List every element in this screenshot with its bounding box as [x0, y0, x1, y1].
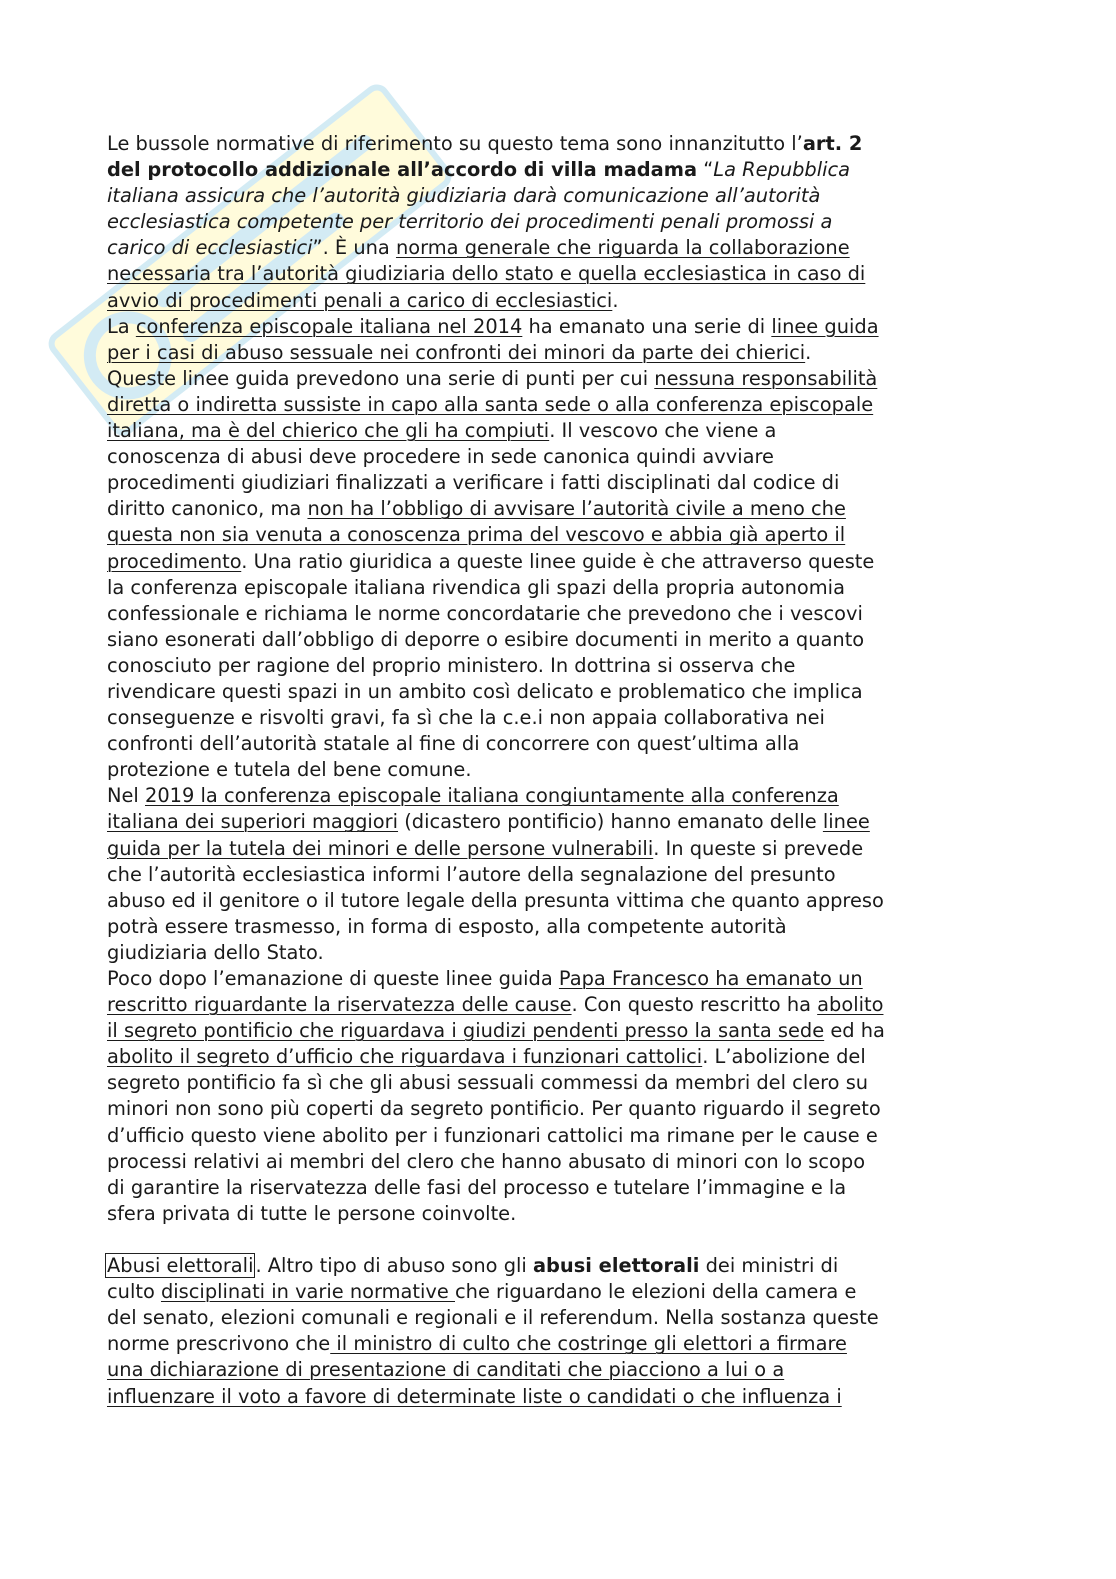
text-run: ed ha: [824, 1019, 885, 1043]
text-line: [107, 1175, 1007, 1201]
text-line: [107, 522, 1007, 548]
text-run: abolito: [817, 993, 884, 1017]
text-run: una dichiarazione di presentazione di canditati che piacciono a lui o a: [107, 1358, 785, 1382]
text-run: linee: [822, 810, 870, 834]
text-line: [107, 783, 1007, 809]
paragraph: [107, 1227, 1007, 1253]
text-line: [107, 209, 1007, 235]
text-run: del senato, elezioni comunali e regionali e il referendum. Nella sostanza queste: [107, 1306, 879, 1330]
text-run: abusi elettorali: [532, 1254, 700, 1278]
text-run: . Una ratio giuridica a queste linee guide è che attraverso queste: [241, 549, 875, 573]
text-run: giudiziaria dello Stato.: [107, 940, 324, 964]
text-run: del protocollo addizionale all’accordo di villa madama: [107, 158, 698, 182]
text-line: [107, 705, 1007, 731]
text-run: italiana, ma è del chierico che gli ha compiuti: [107, 419, 550, 443]
text-run: procedimento: [107, 549, 242, 573]
text-run: linee guida: [771, 314, 879, 338]
paragraph: [107, 966, 1007, 1227]
text-run: avvio di procedimenti penali a carico di ecclesiastici: [107, 288, 613, 312]
text-run: il ministro di culto che costringe gli elettori a firmare: [330, 1332, 847, 1356]
text-run: conoscenza di abusi deve procedere in sede canonica quindi avviare: [107, 445, 774, 469]
text-run: protezione e tutela del bene comune.: [107, 758, 472, 782]
text-line: [107, 549, 1007, 575]
text-run: disciplinati in varie normative: [160, 1280, 455, 1304]
text-run: minori non sono più coperti da segreto pontificio. Per quanto riguardo il segreto: [107, 1097, 881, 1121]
text-run: Queste linee guida prevedono una serie di punti per cui: [107, 366, 655, 390]
text-run: norma generale che riguarda la collaborazione: [395, 236, 850, 260]
text-run: conseguenze e risvolti gravi, fa sì che la c.e.i non appaia collaborativa nei: [107, 706, 825, 730]
text-run: . L’abolizione del: [702, 1045, 866, 1069]
text-run: per i casi di abuso sessuale nei confronti dei minori da parte dei chierici: [107, 340, 806, 364]
text-line: [107, 157, 1007, 183]
text-run: sfera privata di tutte le persone coinvolte.: [107, 1201, 517, 1225]
text-run: guida per la tutela dei minori e delle persone vulnerabili: [107, 836, 654, 860]
text-run: di garantire la riservatezza delle fasi del processo e tutelare l’immagine e la: [107, 1175, 847, 1199]
text-run: rivendicare questi spazi in un ambito così delicato e problematico che implica: [107, 679, 863, 703]
text-run: culto: [107, 1280, 161, 1304]
text-run: Poco dopo l’emanazione di queste linee guida: [107, 967, 559, 990]
text-run: il segreto pontificio che riguardava i giudizi pendenti presso la santa sede: [107, 1019, 825, 1043]
text-line: [107, 288, 1007, 314]
text-run: necessaria tra l’autorità giudiziaria dello stato e quella ecclesiastica in caso di: [107, 262, 866, 286]
text-run: . In queste si prevede: [653, 836, 864, 860]
text-run: ecclesiastica competente per territorio dei procedimenti penali promossi a: [107, 210, 833, 234]
text-line: [107, 496, 1007, 522]
text-run: rescritto riguardante la riservatezza delle cause: [107, 993, 572, 1017]
text-run: segreto pontificio fa sì che gli abusi sessuali commessi da membri del clero su: [107, 1071, 869, 1095]
text-run: (dicastero pontificio) hanno emanato delle: [398, 810, 823, 834]
text-line: [107, 1253, 1007, 1279]
text-run: ”. È una: [312, 236, 396, 260]
text-run: ha emanato una serie di: [522, 314, 772, 338]
text-line: [107, 862, 1007, 888]
text-line: [107, 809, 1007, 835]
text-run: nessuna responsabilità: [654, 366, 878, 390]
text-run: conosciuto per ragione del proprio ministero. In dottrina si osserva che: [107, 653, 796, 677]
text-line: [107, 1384, 1007, 1410]
document-body: [107, 131, 1007, 1410]
text-line: [107, 731, 1007, 757]
paragraph: [107, 314, 1007, 784]
text-run: italiana dei superiori maggiori: [107, 810, 399, 834]
text-line: [107, 1070, 1007, 1096]
text-line: [107, 235, 1007, 261]
text-line: [107, 261, 1007, 287]
text-run: Nel: [107, 784, 145, 808]
text-line: [107, 340, 1007, 366]
text-run: carico di ecclesiastici: [107, 236, 313, 260]
text-line: [107, 1123, 1007, 1149]
text-run: abolito il segreto d’ufficio che riguardava i funzionari cattolici: [107, 1045, 703, 1069]
text-line: [107, 1305, 1007, 1331]
paragraph: [107, 1253, 1007, 1410]
text-line: [107, 366, 1007, 392]
text-run: abuso ed il genitore o il tutore legale della presunta vittima che quanto appreso: [107, 888, 884, 912]
text-line: [107, 470, 1007, 496]
text-run: italiana assicura che l’autorità giudiziaria darà comunicazione all’autorità: [107, 184, 821, 208]
text-line: [107, 314, 1007, 340]
text-line: [107, 966, 1007, 992]
section-heading: Abusi elettorali: [107, 1254, 254, 1278]
text-line: [107, 131, 1007, 157]
text-run: processi relativi ai membri del clero che hanno abusato di minori con lo scopo: [107, 1149, 866, 1173]
text-line: [107, 1357, 1007, 1383]
text-run: Papa Francesco ha emanato un: [558, 967, 863, 990]
text-run: .: [612, 288, 619, 312]
paragraph: [107, 131, 1007, 314]
text-line: [107, 757, 1007, 783]
text-run: che l’autorità ecclesiastica informi l’autore della segnalazione del presunto: [107, 862, 836, 886]
text-line: [107, 575, 1007, 601]
text-line: [107, 418, 1007, 444]
text-run: norme prescrivono che: [107, 1332, 331, 1356]
text-run: . Con questo rescritto ha: [571, 993, 818, 1017]
text-run: influenzare il voto a favore di determinate liste o candidati o che influenza i: [107, 1384, 842, 1408]
text-run: siano esonerati dall’obbligo di deporre o esibire documenti in merito a quanto: [107, 627, 865, 651]
text-line: [107, 1201, 1007, 1227]
text-line: [107, 183, 1007, 209]
text-line: [107, 888, 1007, 914]
text-line: [107, 1149, 1007, 1175]
text-run: dei ministri di: [699, 1254, 839, 1278]
text-line: [107, 392, 1007, 418]
text-line: [107, 940, 1007, 966]
text-line: [107, 1227, 1007, 1253]
text-line: [107, 601, 1007, 627]
text-run: non ha l’obbligo di avvisare l’autorità civile a meno che: [307, 497, 846, 521]
text-run: procedimenti giudiziari finalizzati a verificare i fatti disciplinati dal codice di: [107, 471, 840, 495]
text-run: 2019 la conferenza episcopale italiana congiuntamente alla conferenza: [145, 784, 839, 808]
text-line: [107, 1331, 1007, 1357]
text-line: [107, 653, 1007, 679]
text-line: [107, 914, 1007, 940]
text-run: . Il vescovo che viene a: [549, 419, 777, 443]
text-line: [107, 1279, 1007, 1305]
text-run: Le bussole normative di riferimento su questo tema sono innanzitutto l’: [107, 132, 803, 155]
text-run: La: [107, 314, 136, 338]
text-run: confronti dell’autorità statale al fine di concorrere con quest’ultima alla: [107, 732, 800, 756]
text-line: [107, 627, 1007, 653]
text-run: d’ufficio questo viene abolito per i funzionari cattolici ma rimane per le cause e: [107, 1123, 878, 1147]
paragraph: [107, 783, 1007, 966]
text-run: .: [805, 340, 812, 364]
text-run: la conferenza episcopale italiana rivendica gli spazi della propria autonomia: [107, 575, 845, 599]
text-run: “: [697, 158, 714, 182]
text-run: conferenza episcopale italiana nel 2014: [135, 314, 523, 338]
text-line: [107, 1044, 1007, 1070]
text-run: questa non sia venuta a conoscenza prima del vescovo e abbia già aperto il: [107, 523, 846, 547]
text-line: [107, 836, 1007, 862]
text-run: potrà essere trasmesso, in forma di esposto, alla competente autorità: [107, 914, 787, 938]
text-run: che riguardano le elezioni della camera e: [455, 1280, 857, 1304]
text-line: [107, 1018, 1007, 1044]
text-run: . Altro tipo di abuso sono gli: [255, 1254, 533, 1278]
text-line: [107, 679, 1007, 705]
text-line: [107, 1096, 1007, 1122]
text-line: [107, 992, 1007, 1018]
text-run: confessionale e richiama le norme concordatarie che prevedono che i vescovi: [107, 601, 863, 625]
text-run: art. 2: [802, 132, 863, 155]
text-line: [107, 444, 1007, 470]
text-run: diritto canonico, ma: [107, 497, 308, 521]
text-run: diretta o indiretta sussiste in capo alla santa sede o alla conferenza episcopale: [107, 392, 874, 416]
text-run: La Repubblica: [713, 158, 851, 182]
